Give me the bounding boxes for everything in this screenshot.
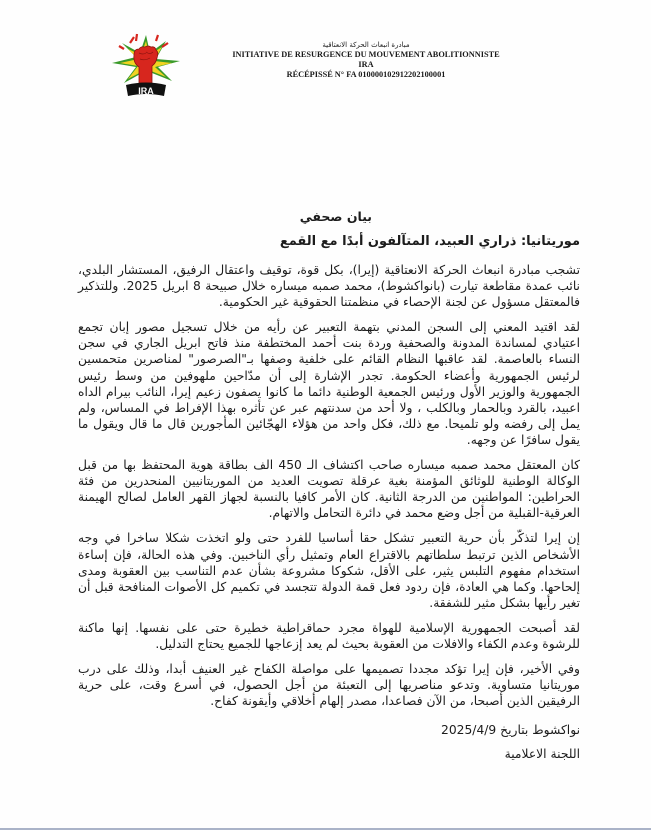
paragraph: وفي الأخير، فإن إيرا تؤكد مجددا تصميمها على مواصلة الكفاح غير العنيف أبدا، وذلك على درب موريتانيا متساوية. وتدعو مناصريها إلى التعبئة من أجل الحصول، في أسرع وقت، على حرية الرفيقين الذين أصبحا، من الآن فصاعدا، مصدر إلهام أخلاقي وأيقونة كفاح. bbox=[78, 662, 580, 709]
logo-text: IRA bbox=[138, 86, 154, 96]
document-label: بيان صحفي bbox=[299, 209, 372, 224]
letterhead-org-name: INITIATIVE DE RESURGENCE DU MOUVEMENT ABOLITIONNISTE bbox=[232, 50, 500, 59]
paragraph: كان المعتقل محمد صمبه ميساره صاحب اكتشاف الـ 450 الف بطاقة هوية المحتفظ بها من قبل الوكالة الوطنية للوثائق المؤمنة بغية عرقلة تصويت العديد من الموريتانيين المنحدرين من فئة الحراطين: المواطنين من الدرجة الثانية. كان الأمر كافيا بالنسبة لجهاز القهر العامل لصالح الهيمنة العرقية-القبلية من أجل وضع محمد في دائرة التحامل والاتهام. bbox=[78, 458, 580, 521]
document-headline: موريتانيا: ذراري العبيد، المتآلفون أبدًا مع القمع bbox=[279, 234, 580, 249]
letterhead-registration: RÉCÉPISSÉ N° FA 010000102912202100001 bbox=[286, 70, 446, 79]
paragraph: لقد أصبحت الجمهورية الإسلامية للهواة مجرد حماقراطية خطيرة حتى على نفسها. إنها ماكنة للرشوة وعدم الكفاء والافلات من العقوبة بحيث لم يعد إزعاجها للجميع يحتاج التدليل. bbox=[78, 620, 580, 651]
paragraph: لقد اقتيد المعني إلى السجن المدني بتهمة التعبير عن رأيه من خلال تسجيل مصور إبان تجمع اعتيادي لمساندة المدونة والصحفية وردة بنت أحمد المختطفة منذ فاتح ابريل الجاري في سجن النساء بالعاصمة. لقد عاقبها النظام القائم على خلفية وصفها بـ"الصرصور" لمناصرين متحمسين لرئيس الجمهورية وأعضاء الحكومة. تجدر الإشارة إلى أن مدّاحين ملهوفين من وسط رئيس الجمهورية والوزير الأول ورئيس الجمعية الوطنية دائما ما كانوا يصفون زعيم إيرا، النائب بيرام الداه اعبيد، بالقرد وبالحمار وبالكلب ، ولا أحد من سدنتهم عبر عن تأثره بهذا الإفراط في المساس، ولم يمل إلى رفضه ولو تلميحا. مع ذلك، فكل واحد من هؤلاء الهجّائين المأجورين قال ما قال ويقول ما يقول سافرًا عن وجهه. bbox=[78, 320, 580, 447]
letterhead-acronym: IRA bbox=[358, 60, 374, 69]
letterhead-arabic-org-name: مبادرة انبعاث الحركة الانعتاقية bbox=[322, 41, 410, 49]
paragraph: تشجب مبادرة انبعاث الحركة الانعتاقية (إيرا)، بكل قوة، توقيف واعتقال الرفيق، المستشار البلدي، نائب عمدة مقاطعة تيارت (بانواكشوط)، محمد صمبه ميساره خلال صبيحة 8 ابريل 2025. وللتذكير فالمعتقل مسؤول عن لجنة الإحصاء في منظمتنا الحقوقية غير الحكومية. bbox=[78, 263, 580, 310]
logo-spark bbox=[136, 34, 137, 41]
signature: اللجنة الاعلامية bbox=[504, 747, 580, 762]
raised-fist-icon bbox=[110, 33, 182, 99]
logo-spark bbox=[130, 37, 134, 43]
letterhead bbox=[196, 40, 536, 80]
logo-spark bbox=[156, 35, 158, 41]
place-date: نواكشوط بتاريخ 2025/4/9 bbox=[441, 723, 580, 738]
logo-fist bbox=[134, 46, 158, 83]
ira-logo bbox=[110, 33, 182, 99]
logo-spark bbox=[119, 46, 124, 49]
paragraph: إن إيرا لتذكّر بأن حرية التعبير تشكل حقا أساسيا للفرد حتى ولو اتخذت شكلا ساخرا في وجه الأشخاص الذين ترتبط سلطاتهم بالاقتراع العام وتمثيل رأي الناخبين. وفي هذه الحالة، فإن إساءة استخدام مفهوم التلبس يثير، على الأقل، شكوكا مشروعة بشأن عدم التناسب بين العقوبة ومدى إلحاحها. وكما هي العادة، فإن ردود فعل قمة الدولة تتجسد في تكميم كل الأصوات المنافحة قبل أن تغير رأيها بشكل مثير للشفقة. bbox=[78, 531, 580, 610]
press-release-body bbox=[78, 208, 580, 766]
